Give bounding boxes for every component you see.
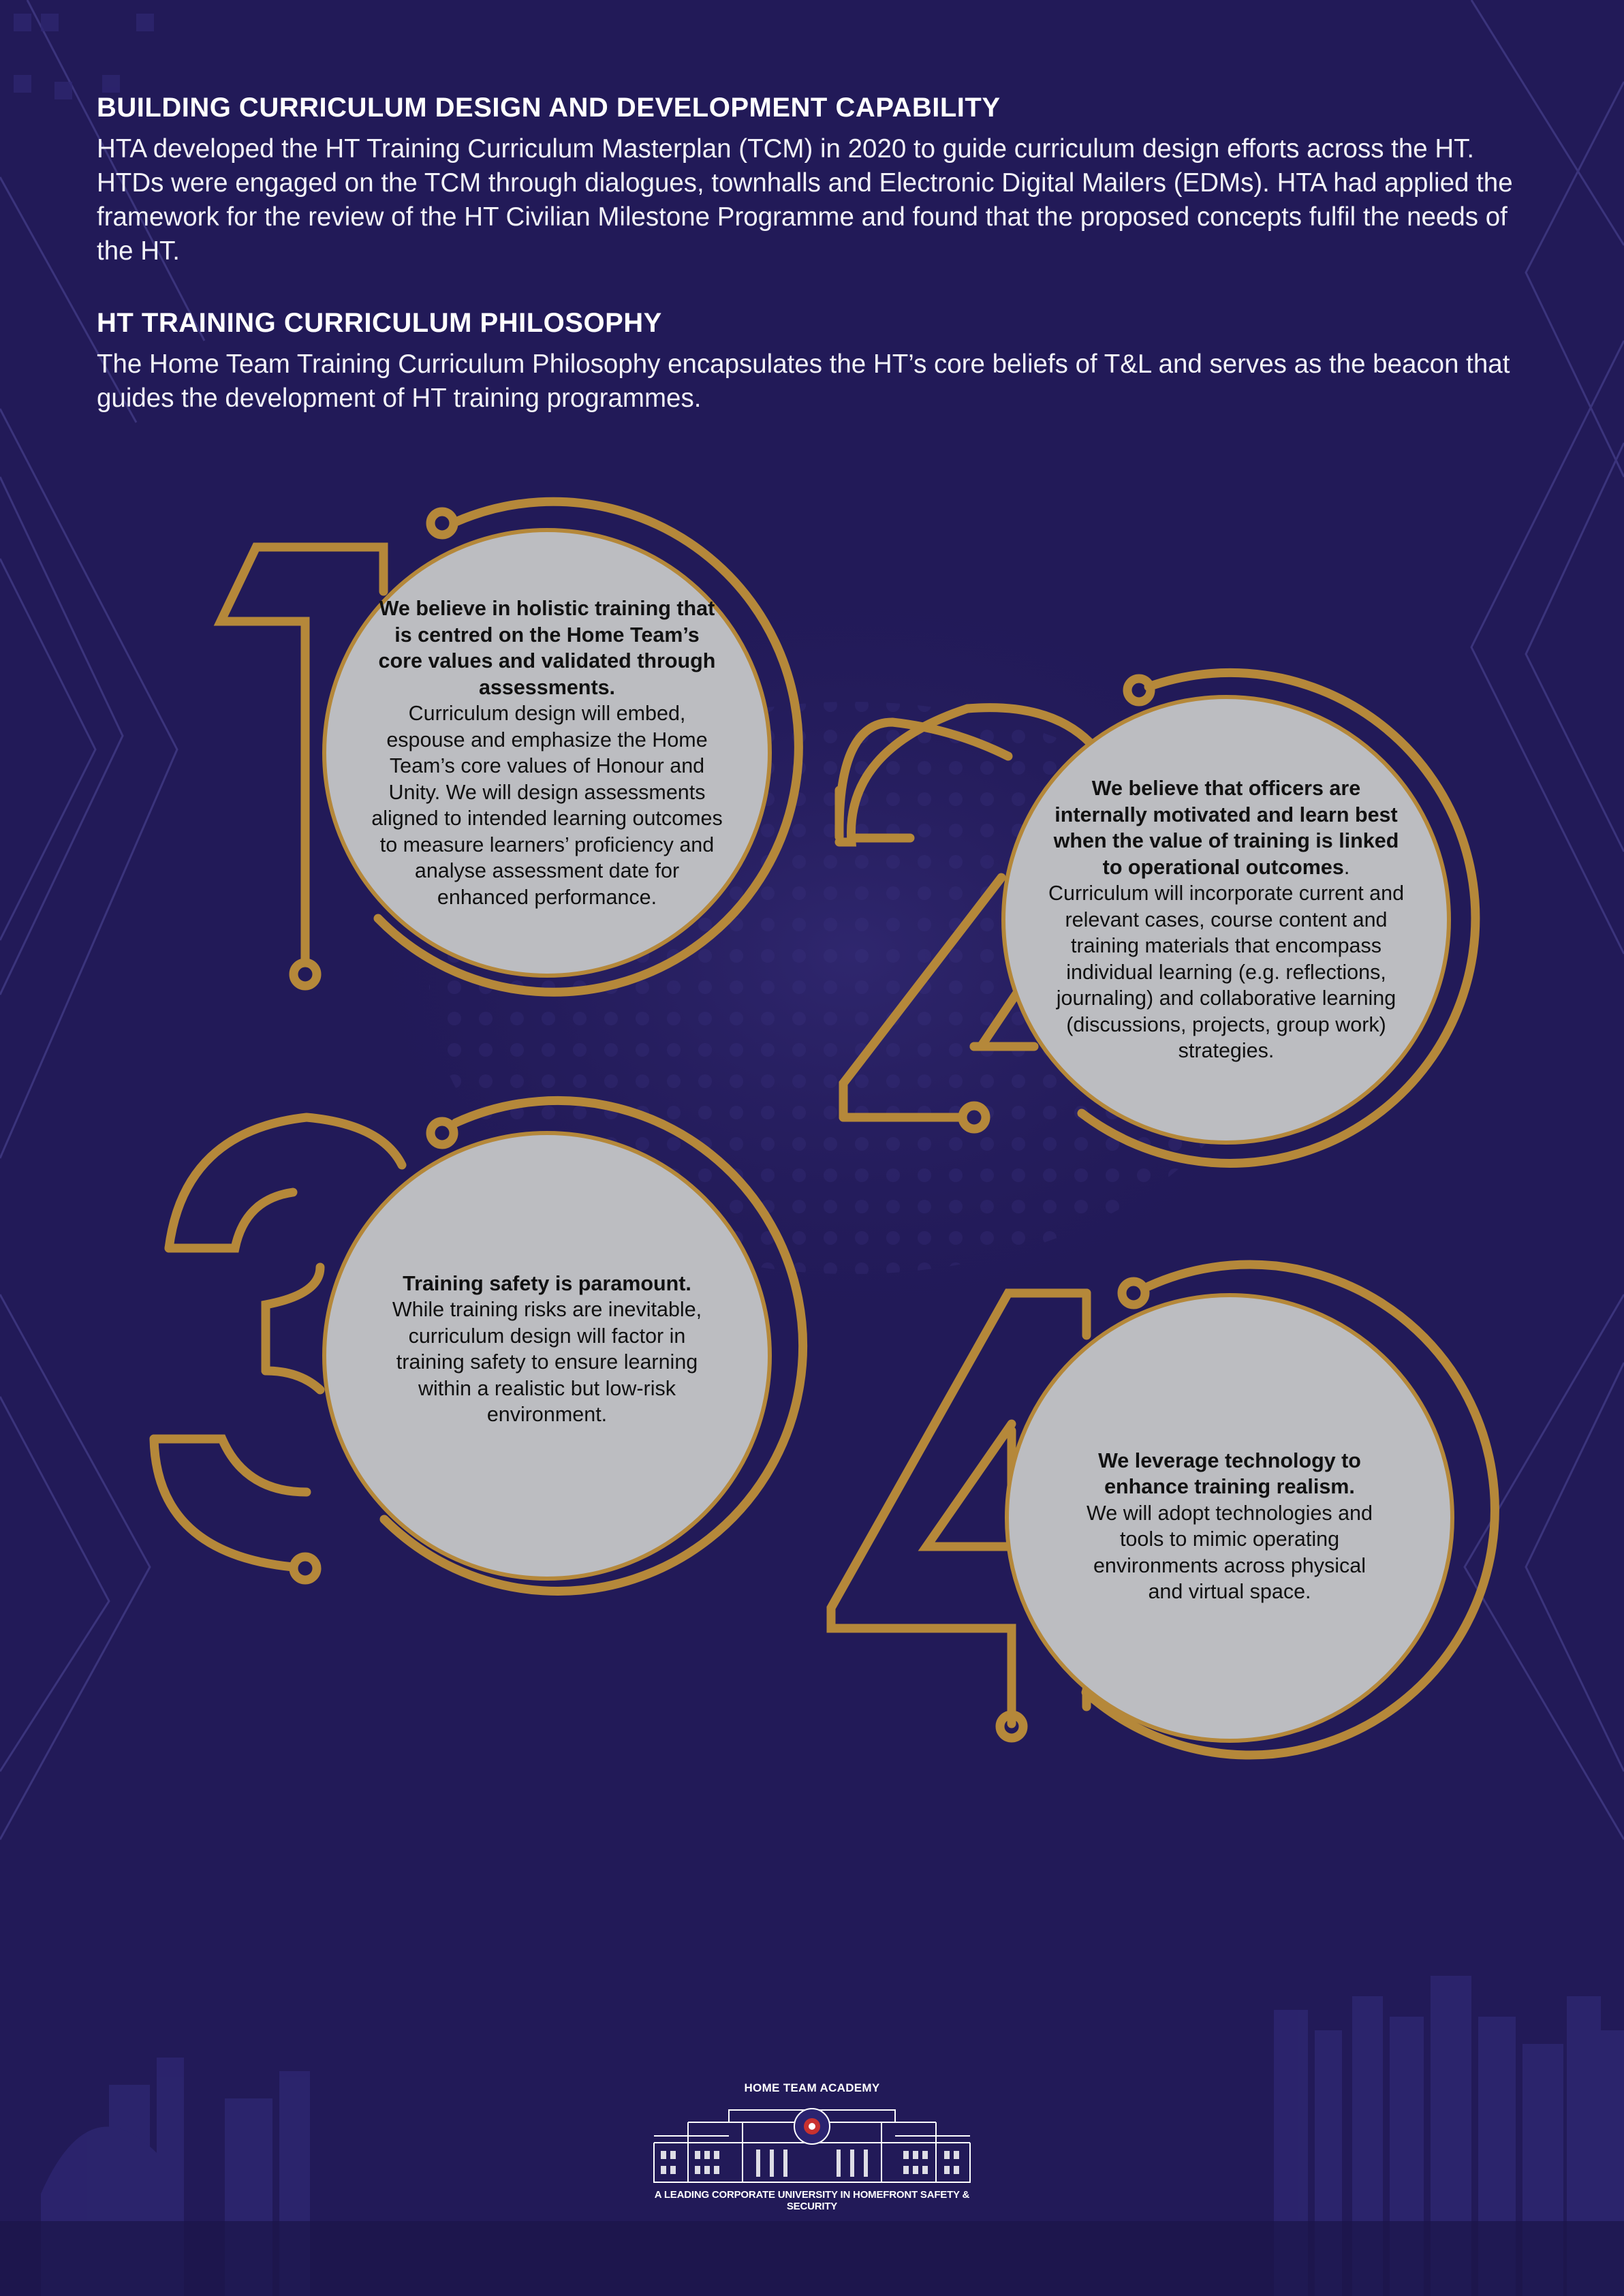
section-heading: HT TRAINING CURRICULUM PHILOSOPHY — [97, 308, 662, 338]
belief-three-text — [381, 1206, 713, 1492]
belief-three-body: While training risks are inevitable, curriculum design will factor in training safety to ensure learning within a realistic but low-risk environment. — [392, 1298, 702, 1426]
belief-four-lead: We leverage technology to enhance training realism. — [1098, 1448, 1361, 1498]
belief-four-body: We will adopt technologies and tools to mimic operating environments across physical and virtual space. — [1087, 1501, 1373, 1603]
logo-tagline: A LEADING CORPORATE UNIVERSITY IN HOMEFRONT SAFETY & SECURITY — [654, 2189, 970, 2212]
belief-four-text — [1076, 1403, 1383, 1649]
section-heading: BUILDING CURRICULUM DESIGN AND DEVELOPMENT CAPABILITY — [97, 93, 1001, 123]
academy-building-icon — [647, 2095, 977, 2188]
belief-two-body: Curriculum will incorporate current and relevant cases, course content and training materials that encompass individual learning (e.g. reflections, journaling) and collaborative learning (discussions, projects, group work) strategies. — [1048, 882, 1405, 1063]
belief-two-lead: We believe that officers are internally motivated and learn best when the value of training is linked to operational outcomes — [1053, 777, 1399, 879]
home-team-academy-logo — [647, 2081, 977, 2211]
belief-one-text — [371, 545, 723, 961]
section-body: HTA developed the HT Training Curriculum Masterplan (TCM) in 2020 to guide curriculum design efforts across the HT. HTDs were engaged on the TCM through dialogues, townhalls and Electronic Digital Mailers (EDMs). HTA had applied the framework for the review of the HT Civilian Milestone Programme and found that the proposed concepts fulfil the needs of the HT. — [97, 134, 1513, 266]
logo-title: HOME TEAM ACADEMY — [744, 2081, 880, 2094]
belief-three-lead: Training safety is paramount. — [403, 1271, 691, 1295]
belief-one-lead: We believe in holistic training that is centred on the Home Team’s core values and validated through assessments. — [378, 597, 716, 699]
belief-two-lead-tail: . — [1343, 855, 1350, 879]
section-body: The Home Team Training Curriculum Philosophy encapsulates the HT’s core beliefs of T&L and serves as the beacon that guides the development of HT training programmes. — [97, 350, 1510, 413]
belief-two-text — [1046, 729, 1407, 1111]
belief-one-body: Curriculum design will embed, espouse and emphasize the Home Team’s core values of Honour and Unity. We will design assessments aligned to intended learning outcomes to measure learners’ proficiency and analyse assessment date for enhanced performance. — [371, 702, 723, 909]
